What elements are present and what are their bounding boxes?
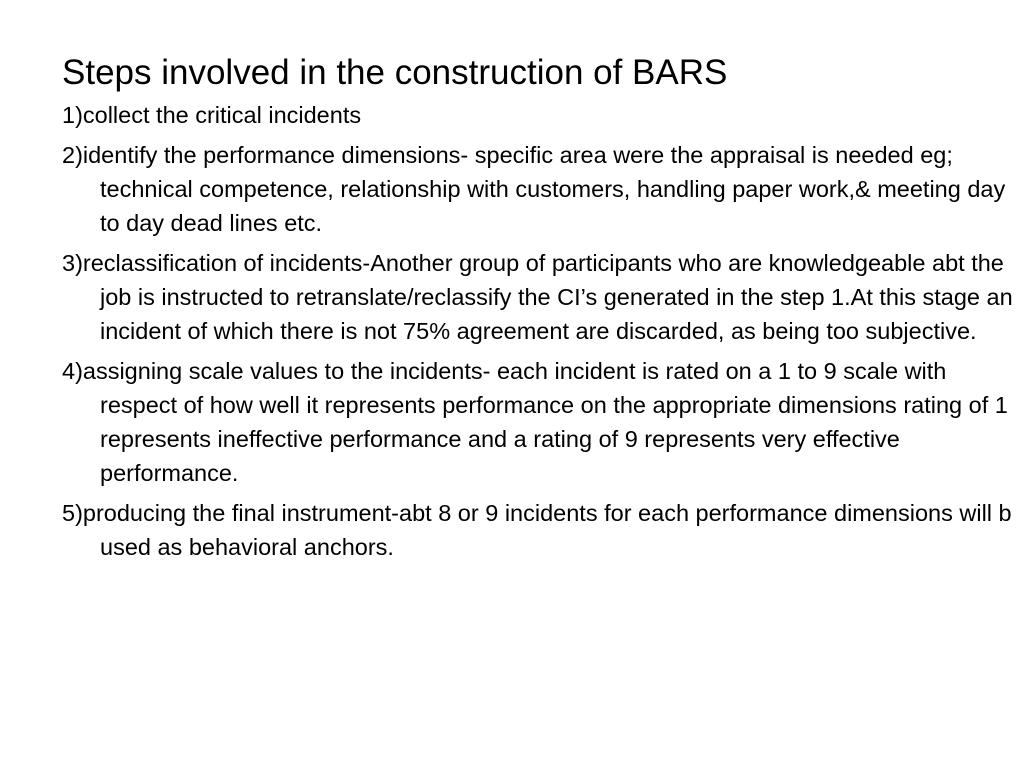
step-4: 4)assigning scale values to the incidents- each incident is rated on a 1 to 9 scale with respect of how well it represents performance on the appropriate dimensions rating of 1 represents ineffective performance and a rating of 9 represents very effective performance. xyxy=(62,358,1008,486)
step-3: 3)reclassification of incidents-Another group of participants who are knowledgeable abt the job is instructed to retranslate/reclassify the CI’s generated in the step 1.At this stage an incident of which there is not 75% agreement are discarded, as being too subjective. xyxy=(62,250,1013,344)
step-5: 5)producing the final instrument-abt 8 or 9 incidents for each performance dimensions will b used as behavioral anchors. xyxy=(62,500,1012,560)
step-1: 1)collect the critical incidents xyxy=(62,102,362,128)
slide-title: Steps involved in the construction of BARS xyxy=(62,53,728,92)
step-2: 2)identify the performance dimensions- specific area were the appraisal is needed eg; technical competence, relationship with customers, handling paper work,& meeting day to day dead lines etc. xyxy=(62,142,1006,236)
steps-list xyxy=(62,98,1013,564)
